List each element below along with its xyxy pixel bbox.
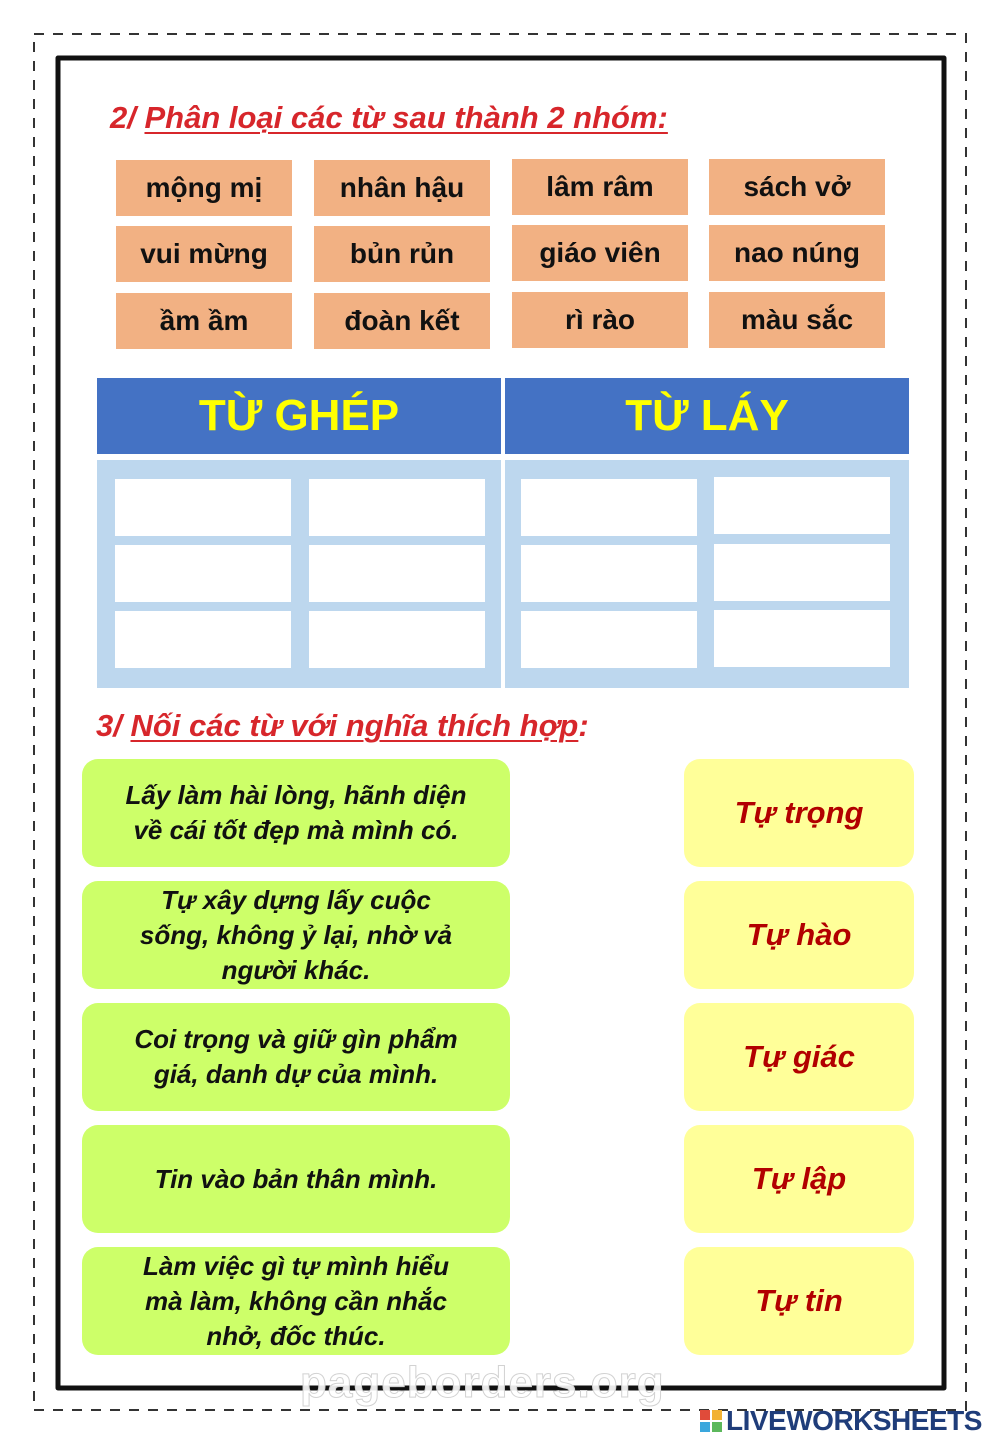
table-header-tu-lay: TỪ LÁY: [505, 378, 909, 454]
answer-cell[interactable]: [521, 545, 697, 602]
word-chip[interactable]: vui mừng: [116, 226, 292, 282]
term-card[interactable]: Tự giác: [684, 1003, 914, 1111]
section-2-number: 2/: [110, 100, 136, 135]
word-chip[interactable]: màu sắc: [709, 292, 885, 348]
answer-cell[interactable]: [115, 479, 291, 536]
table-header-tu-ghep: TỪ GHÉP: [97, 378, 501, 454]
definition-line: sống, không ỷ lại, nhờ vả: [139, 919, 453, 950]
word-chip[interactable]: sách vở: [709, 159, 885, 215]
definition-line: người khác.: [221, 954, 371, 985]
answer-cell[interactable]: [309, 479, 485, 536]
section-3-number: 3/: [96, 708, 122, 743]
answer-input[interactable]: [115, 545, 291, 602]
definition-card[interactable]: [82, 1003, 510, 1111]
section-3-title: Nối các từ với nghĩa thích hợp: [130, 708, 579, 743]
term-card[interactable]: Tự tin: [684, 1247, 914, 1355]
answer-input[interactable]: [521, 611, 697, 668]
answer-input[interactable]: [309, 479, 485, 536]
definition-line: Làm việc gì tự mình hiểu: [142, 1250, 450, 1281]
answer-cell[interactable]: [714, 610, 890, 667]
definition-line: Tự xây dựng lấy cuộc: [161, 884, 431, 915]
section-3-heading: [96, 708, 589, 744]
answer-cell[interactable]: [115, 611, 291, 668]
answer-cell[interactable]: [714, 477, 890, 534]
definition-line: về cái tốt đẹp mà mình có.: [133, 815, 459, 845]
answer-input[interactable]: [115, 479, 291, 536]
word-chip[interactable]: đoàn kết: [314, 293, 490, 349]
definition-line: Lấy làm hài lòng, hãnh diện: [125, 780, 467, 810]
definition-card[interactable]: [82, 1125, 510, 1233]
answer-cell[interactable]: [309, 545, 485, 602]
answer-cell[interactable]: [521, 611, 697, 668]
definition-line: Coi trọng và giữ gìn phẩm: [134, 1024, 458, 1054]
definition-card[interactable]: [82, 759, 510, 867]
definition-line: mà làm, không cần nhắc: [145, 1285, 447, 1316]
answer-cell[interactable]: [309, 611, 485, 668]
answer-cell[interactable]: [521, 479, 697, 536]
section-3-title-colon: :: [578, 708, 589, 743]
definition-line: nhở, đốc thúc.: [206, 1320, 386, 1351]
answer-input[interactable]: [714, 544, 890, 601]
word-chip[interactable]: ầm ầm: [116, 293, 292, 349]
word-chip[interactable]: nao núng: [709, 225, 885, 281]
answer-input[interactable]: [521, 479, 697, 536]
watermark-text: pageborders.org: [300, 1358, 665, 1407]
answer-cell[interactable]: [714, 544, 890, 601]
word-chip[interactable]: mộng mị: [116, 160, 292, 216]
answer-cell[interactable]: [115, 545, 291, 602]
word-chip[interactable]: lâm râm: [512, 159, 688, 215]
definition-card[interactable]: [82, 1247, 510, 1355]
answer-input[interactable]: [309, 611, 485, 668]
definition-card[interactable]: [82, 881, 510, 989]
section-2-title: Phân loại các từ sau thành 2 nhóm:: [144, 100, 668, 135]
answer-input[interactable]: [521, 545, 697, 602]
definition-line: Tin vào bản thân mình.: [154, 1163, 438, 1194]
section-2-heading: [110, 100, 668, 136]
word-chip[interactable]: giáo viên: [512, 225, 688, 281]
answer-input[interactable]: [115, 611, 291, 668]
answer-input[interactable]: [714, 610, 890, 667]
answer-input[interactable]: [714, 477, 890, 534]
word-chip[interactable]: rì rào: [512, 292, 688, 348]
word-chip[interactable]: nhân hậu: [314, 160, 490, 216]
term-card[interactable]: Tự lập: [684, 1125, 914, 1233]
liveworksheets-brand-text: LIVEWORKSHEETS: [726, 1405, 982, 1436]
definition-line: giá, danh dự của mình.: [153, 1059, 439, 1089]
term-card[interactable]: Tự trọng: [684, 759, 914, 867]
term-card[interactable]: Tự hào: [684, 881, 914, 989]
liveworksheets-brand[interactable]: [700, 1405, 982, 1437]
liveworksheets-logo-icon: [700, 1410, 722, 1432]
word-chip[interactable]: bủn rủn: [314, 226, 490, 282]
answer-input[interactable]: [309, 545, 485, 602]
